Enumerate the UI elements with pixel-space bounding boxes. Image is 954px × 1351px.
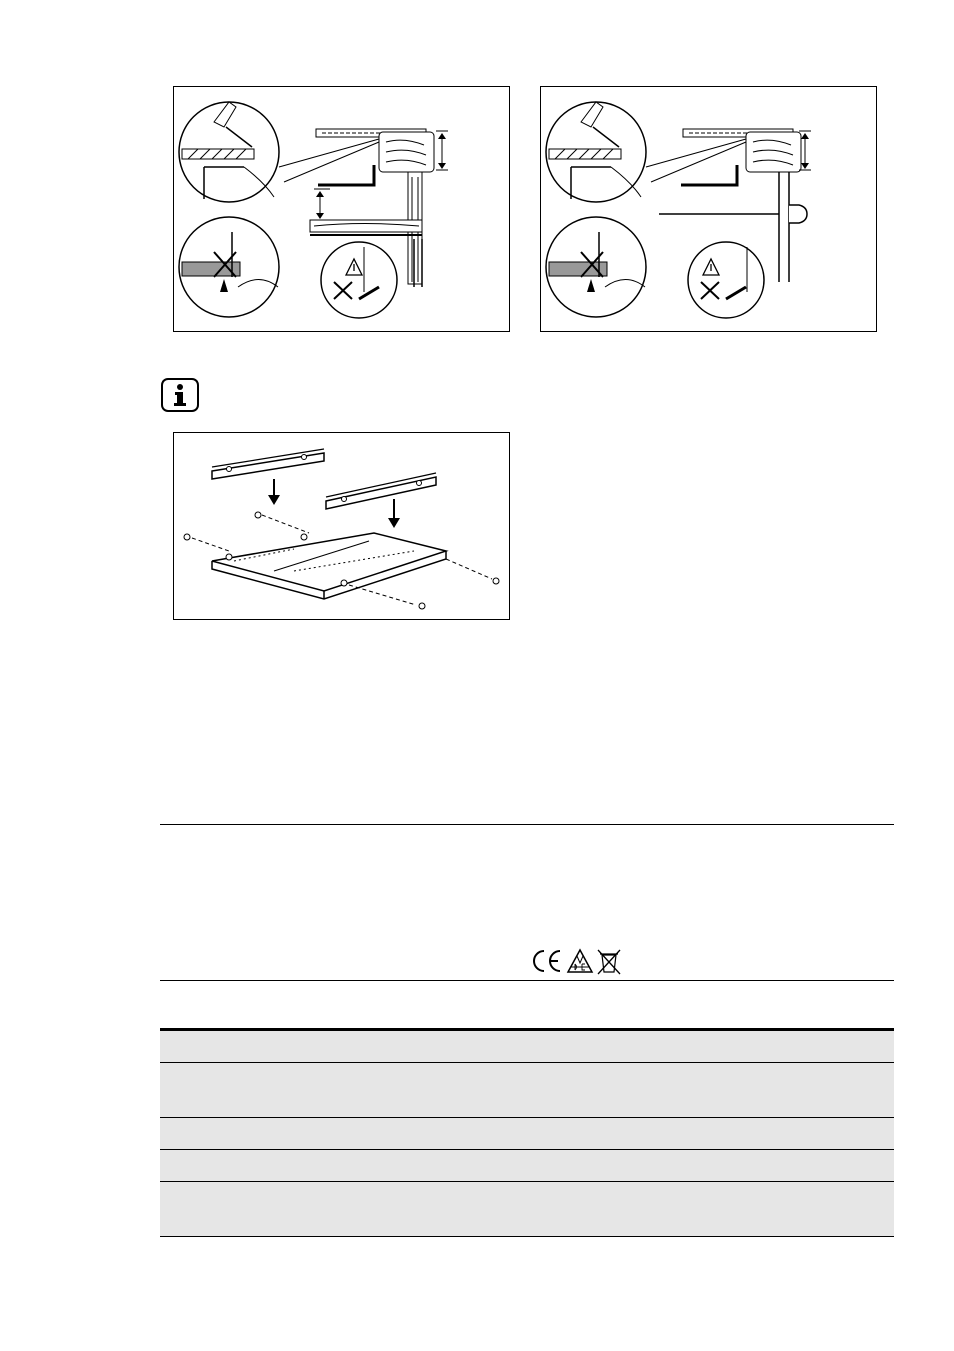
worktop-sealing-diagram-with-oven [540, 86, 877, 332]
sealing-illustration [174, 87, 509, 331]
worktop-sealing-diagram-flush [173, 86, 510, 332]
table-row [160, 1031, 894, 1063]
table-row [160, 1182, 894, 1236]
section-divider [160, 980, 894, 981]
section-divider [160, 824, 894, 825]
frame-illustration [174, 433, 509, 619]
table-row [160, 1150, 894, 1182]
table-row [160, 1118, 894, 1150]
ce-mark-icon [534, 951, 560, 971]
info-icon [161, 378, 199, 412]
vde-mark-icon [568, 950, 592, 972]
table-row [160, 1063, 894, 1118]
mounting-frame-assembly-diagram [173, 432, 510, 620]
spec-table [160, 1028, 894, 1237]
sealing-illustration-oven [541, 87, 876, 331]
weee-bin-icon [598, 950, 620, 974]
compliance-marks [528, 946, 624, 976]
